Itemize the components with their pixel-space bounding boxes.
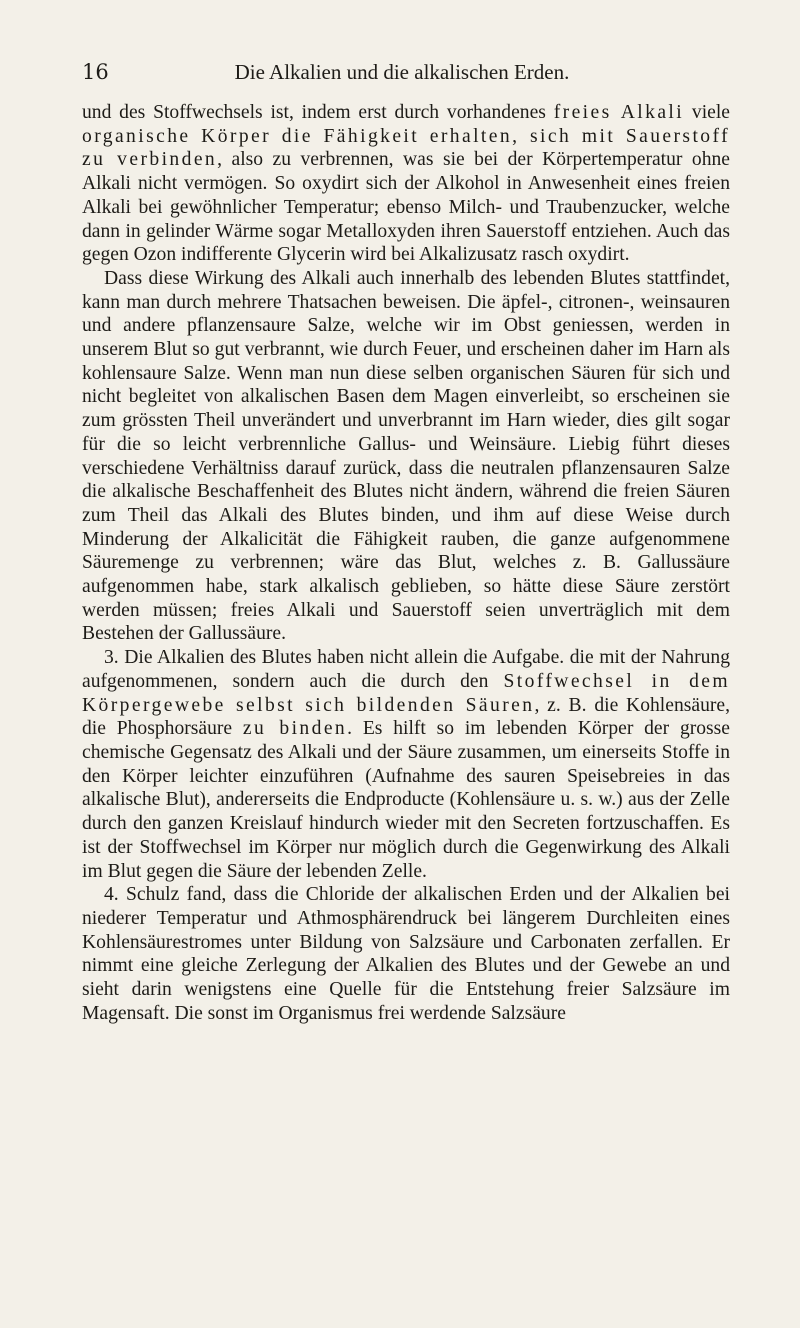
text-run: . Es hilft so im lebenden Körper der grosse chemische Gegensatz des Alkali und der Säure zusammen, um einerseits Stoffe in den Körper leichter einzuführen (Aufnahme des sauren Speisebreies in das alkalische Blut), andererseits die Endproducte (Kohlensäure u. s. w.) aus der Zelle durch den ganzen Kreislauf hindurch wieder mit den Secreten fortzuschaffen. Es ist der Stoffwechsel im Körper nur möglich durch die Gegenwirkung des Alkali im Blut gegen die Säure der lebenden Zelle. [82,718,731,882]
text-run: und des Stoffwechsels ist, indem erst durch vorhandenes [82,102,554,123]
emphasized-text: organische Körper die Fähigkeit erhalten, sich mit Sauerstoff zu verbinden [82,125,730,171]
running-title: Die Alkalien und die alkalischen Erden. [234,60,570,84]
text-run: , z. B. die Kohlensäure, die Phosphorsäure [82,694,730,740]
body-text [82,101,730,1025]
paragraph [82,267,730,646]
page-header [82,60,722,90]
text-run: 3. Die Alkalien des Blutes haben nicht allein die Aufgabe. die mit der Nahrung aufgenommenen, sondern auch die durch den [82,647,730,692]
text-run: Dass diese Wirkung des Alkali auch innerhalb des lebenden Blutes stattfindet, kann man durch mehrere Thatsachen beweisen. Die äpfel-, citronen-, weinsauren und andere pflanzensaure Salze, welche wir im Obst geniessen, werden in unserem Blut so gut verbrannt, wie durch Feuer, und erscheinen daher im Harn als kohlensaure Salze. Wenn man nun diese selben organischen Säuren für sich und nicht begleitet von alkalischen Basen dem Magen einverleibt, so erscheinen sie zum grössten Theil unverändert und unverbrannt im Harn wieder, dies gilt sogar für die so leicht verbrennliche Gallus- und Weinsäure. Liebig führt dieses verschiedene Verhältniss darauf zurück, dass die neutralen pflanzensauren Salze die alkalische Beschaffenheit des Blutes nicht ändern, während die freien Säuren zum Theil das Alkali des Blutes binden, und ihm auf diese Weise durch Minderung der Alkalicität die Fähigkeit rauben, die ganze aufgenommene Säuremenge zu verbrennen; wäre das Blut, welches z. B. Gallussäure aufgenommen habe, stark alkalisch geblieben, so hätte diese Säure zerstört werden müssen; freies Alkali und Sauerstoff seien unverträglich mit dem Bestehen der Gallussäure. [82,267,730,645]
emphasized-text: freies Alkali [553,102,685,123]
paragraph [82,101,730,267]
text-run: 4. Schulz fand, dass die Chloride der alkalischen Erden und der Alkalien bei niederer Temperatur und Athmosphärendruck bei längerem Durchleiten eines Kohlensäurestromes unter Bildung von Salzsäure und Carbonaten zerfallen. Er nimmt eine gleiche Zerlegung der Alkalien des Blutes und der Gewebe an und sieht darin wenigstens eine Quelle für die Entstehung freier Salzsäure im Magensaft. Die sonst im Organismus frei werdende Salzsäure [82,884,730,1024]
text-run: viele [684,102,730,123]
page-number: 16 [82,60,109,84]
paragraph [82,646,730,883]
paragraph [82,883,730,1025]
text-run: , also zu verbrennen, was sie bei der Körpertemperatur ohne Alkali nicht vermögen. So oxydirt sich der Alkohol in Anwesenheit eines freien Alkali bei gewöhnlicher Temperatur; ebenso Milch- und Traubenzucker, welche dann in gelinder Wärme sogar Metalloxyden ihren Sauerstoff entziehen. Auch das gegen Ozon indifferente Glycerin wird bei Alkalizusatz rasch oxydirt. [82,149,730,266]
emphasized-text: Stoffwechsel in dem Körpergewebe selbst sich bildenden Säuren [82,670,731,716]
emphasized-text: zu binden [242,718,348,740]
